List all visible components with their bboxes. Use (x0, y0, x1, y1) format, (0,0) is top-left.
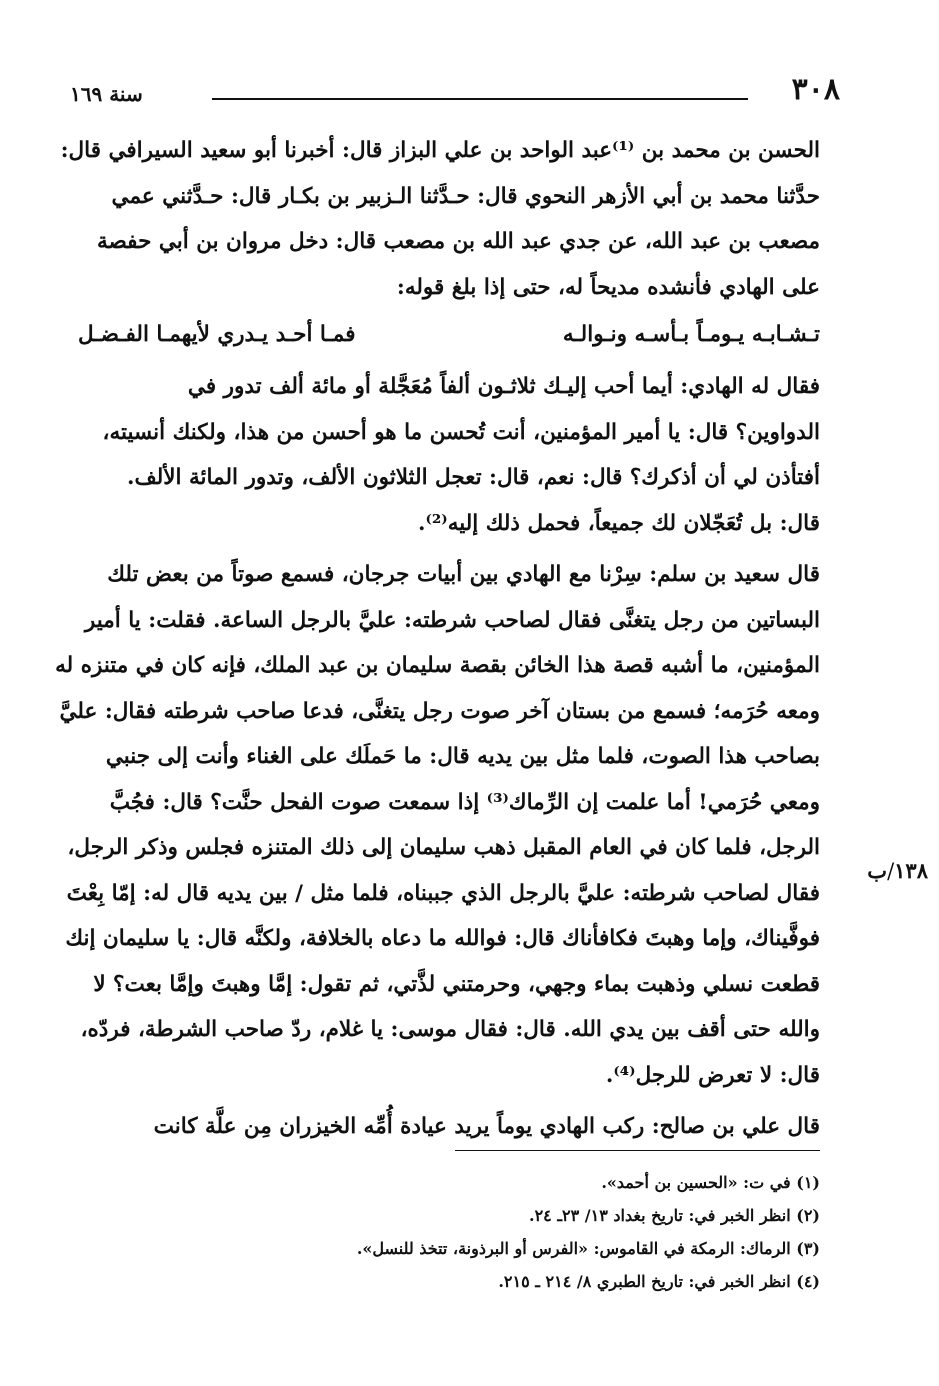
paragraph-1 (60, 128, 820, 310)
footnote: (٣) الرماك: الرمكة في القاموس: «الفرس أو البرذونة، تتخذ للنسل». (356, 1239, 820, 1258)
text-line: البساتين من رجل يتغنَّى فقال لصاحب شرطته: عليَّ بالرجل الساعة. فقلت: يا أمير (84, 607, 820, 633)
verse-hemistich-first: تـشـابـه يـومـاً بـأسـه ونـوالـه (562, 322, 820, 347)
header-rule (212, 98, 748, 100)
poetry-verse (78, 312, 820, 358)
margin-folio-number: ١٣٨ (894, 858, 928, 883)
text-line: الحسن بن محمد بن ⁽¹⁾عبد الواحد بن علي البزاز قال: أخبرنا أبو سعيد السيرافي قال: (60, 138, 820, 163)
main-text (55, 128, 820, 1150)
text-line: قال: لا تعرض للرجل⁽⁴⁾. (605, 1062, 820, 1088)
verse-hemistich-second: فمـا أحـد يـدري لأيهمـا الفـضـل (78, 322, 356, 347)
text-line: الدواوين؟ قال: يا أمير المؤمنين، أنت تُحسن ما هو أحسن من هذا، ولكنك أنسيته، (102, 419, 820, 445)
footnotes (356, 1166, 820, 1298)
text-line: ومعه حُرَمه؛ فسمع من بستان آخر صوت رجل يتغنَّى، فدعا صاحب شرطته فقال: عليَّ (59, 698, 820, 724)
footnote: (١) في ت: «الحسين بن أحمد». (601, 1173, 820, 1192)
text-line: قطعت نسلي وذهبت بماء وجهي، وحرمتني لذَّتي، ثم تقول: إمَّا وهبتَ وإمَّا بعت؟ لا (93, 971, 820, 997)
paragraph-4 (78, 1104, 820, 1150)
text-line: قال: بل تُعَجّلان لك جميعاً، فحمل ذلك إليه⁽²⁾. (417, 510, 820, 536)
text-line: ومعي حُرَمي! أما علمت إن الرِّماك⁽³⁾ إذا سمعت صوت الفحل حنَّت؟ قال: فجُبَّ (109, 789, 820, 815)
paragraph-2 (78, 364, 820, 546)
text-line: فقال لصاحب شرطته: عليَّ بالرجل الذي جببناه، فلما مثل / بين يديه قال له: إمّا بِعْتَ (66, 880, 820, 906)
text-line: حدَّثنا محمد بن أبي الأزهر النحوي قال: حـدَّثنا الـزبير بن بكـار قال: حـدَّثني عمي (111, 183, 820, 209)
text-line: والله حتى أقف بين يدي الله. قال: فقال موسى: يا غلام، ردّ صاحب الشرطة، فردّه، (80, 1017, 820, 1042)
text-line: أفتأذن لي أن أذكرك؟ قال: نعم، قال: تعجل الثلاثون الألف، وتدور المائة الألف. (126, 465, 820, 490)
footnote: (٤) انظر الخبر في: تاريخ الطبري ٨/ ٢١٤ ـ ٢١٥. (498, 1272, 820, 1291)
text-line: فقال له الهادي: أيما أحب إليـك ثلاثـون ألفاً مُعَجَّلة أو مائة ألف تدور في (187, 374, 820, 399)
page-number: ٣٠٨ (791, 72, 840, 107)
year-label: سنة ١٦٩ (70, 82, 143, 106)
paragraph-3 (55, 552, 820, 1098)
text-line: بصاحب هذا الصوت، فلما مثل بين يديه قال: ما حَملَك على الغناء وأنت إلى جنبي (105, 744, 820, 769)
margin-folio-note: ١٣٨/ب (867, 858, 928, 883)
running-header (70, 72, 840, 112)
text-line: قال علي بن صالح: ركب الهادي يوماً يريد عيادة أُمِّه الخيزران مِن علَّة كانت (153, 1114, 820, 1139)
text-line: المؤمنين، ما أشبه قصة هذا الخائن بقصة سليمان بن عبد الملك، فإنه كان في متنزه له (55, 653, 820, 678)
text-line: مصعب بن عبد الله، عن جدي عبد الله بن مصعب قال: دخل مروان بن أبي حفصة (97, 229, 820, 254)
text-line: على الهادي فأنشده مديحاً له، حتى إذا بلغ قوله: (396, 274, 820, 300)
footnote-separator (455, 1150, 820, 1151)
margin-folio-side: ب (867, 858, 888, 883)
text-line: قال سعيد بن سلم: سِرْنا مع الهادي بين أبيات جرجان، فسمع صوتاً من بعض تلك (107, 562, 820, 587)
text-line: فوفَّيناك، وإما وهبتَ فكافأناك قال: فوالله ما دعاه بالخلافة، ولكنَّه قال: يا سليمان إنك (65, 926, 820, 951)
text-line: الرجل، فلما كان في العام المقبل ذهب سليمان إلى ذلك المتنزه فجلس وذكر الرجل، (67, 835, 820, 860)
footnote: (٢) انظر الخبر في: تاريخ بغداد ١٣/ ٢٣ـ ٢٤. (528, 1206, 820, 1225)
